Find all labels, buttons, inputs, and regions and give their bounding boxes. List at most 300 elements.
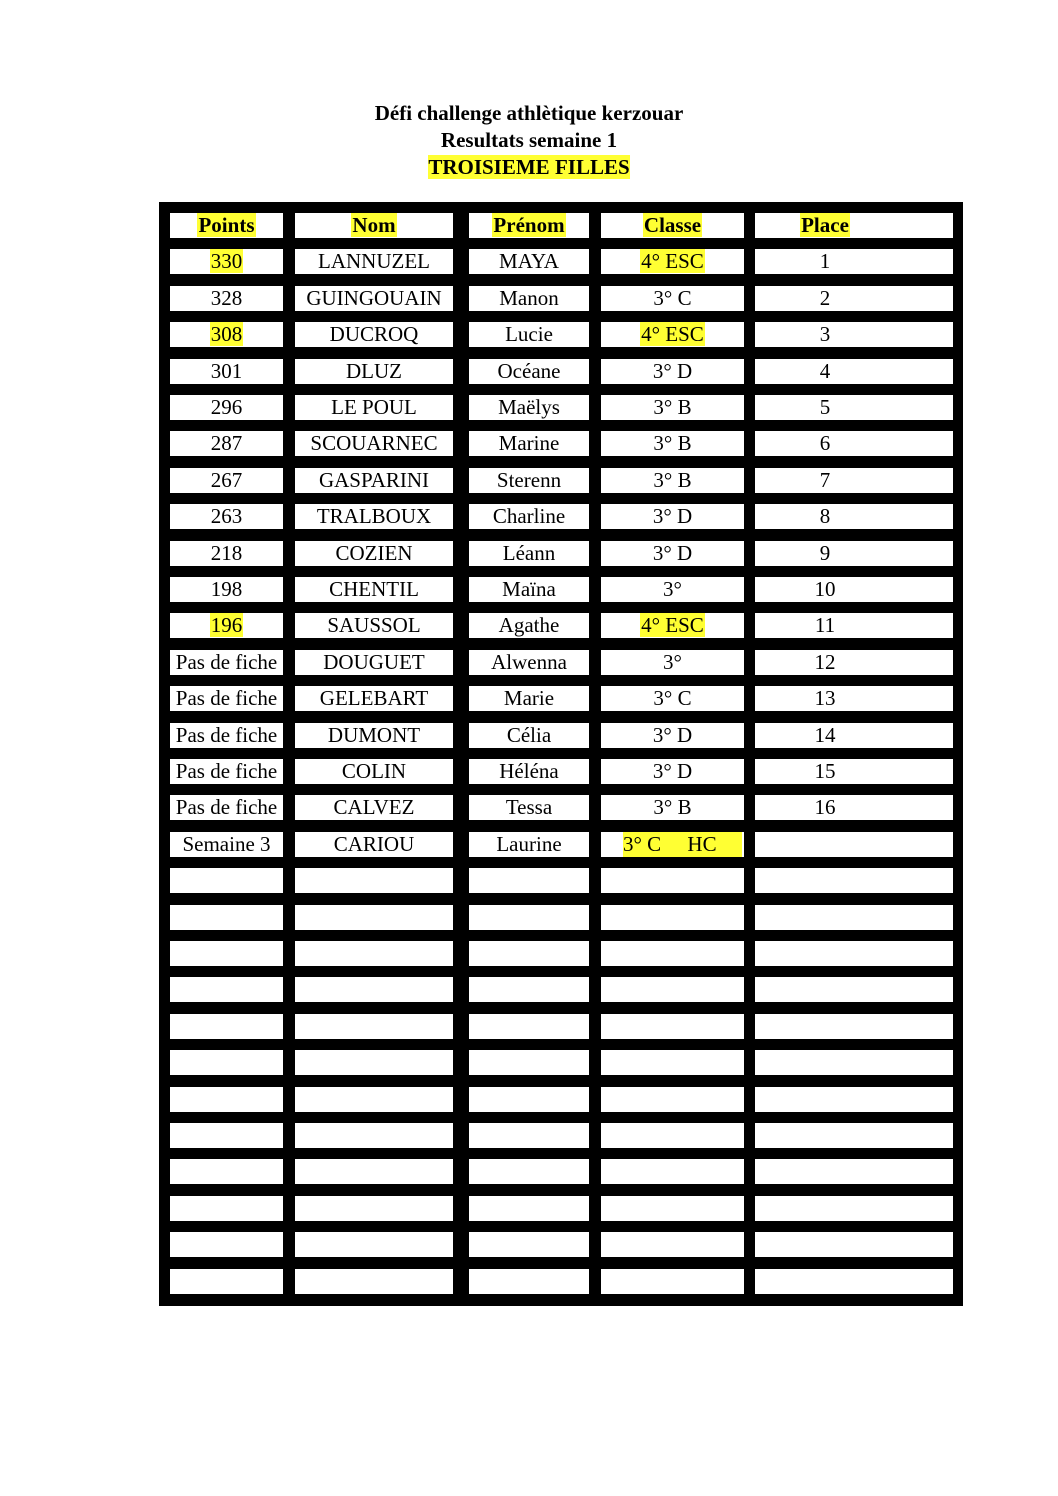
- cell-text-place: 13: [814, 686, 836, 710]
- cell-text-points: [226, 1050, 228, 1074]
- cell-classe: [601, 1159, 744, 1184]
- cell-extra: [871, 613, 953, 638]
- cell-text-classe: [672, 1014, 674, 1038]
- cell-text-place: 3: [819, 322, 831, 346]
- cell-text-classe: 3° B: [653, 431, 692, 455]
- cell-classe: [601, 504, 744, 529]
- cell-text-extra: [911, 322, 913, 346]
- cell-text-points: 330: [210, 249, 243, 273]
- cell-text-prenom: Marine: [498, 431, 560, 455]
- cell-text-prenom: [528, 905, 530, 929]
- cell-prenom: [469, 541, 589, 566]
- cell-extra: [871, 868, 953, 893]
- cell-text-place: [824, 1159, 826, 1183]
- cell-prenom: [469, 868, 589, 893]
- cell-classe: [601, 905, 744, 930]
- cell-extra: [871, 1232, 953, 1257]
- cell-text-extra: [911, 941, 913, 965]
- cell-prenom: [469, 795, 589, 820]
- cell-text-place: [824, 1087, 826, 1111]
- cell-nom: [295, 1123, 453, 1148]
- cell-extra: [871, 759, 953, 784]
- cell-text-place: 6: [819, 431, 831, 455]
- cell-text-points: 308: [210, 322, 243, 346]
- cell-points: [170, 941, 283, 966]
- cell-nom: [295, 468, 453, 493]
- cell-text-extra: [911, 1014, 913, 1038]
- cell-text-place: 7: [819, 468, 831, 492]
- cell-text-extra: [911, 1123, 913, 1147]
- cell-text-prenom: [528, 1232, 530, 1256]
- cell-extra: [871, 395, 953, 420]
- cell-prenom: [469, 286, 589, 311]
- cell-points: [170, 905, 283, 930]
- cell-prenom: [469, 613, 589, 638]
- cell-text-prenom: Manon: [499, 286, 559, 310]
- cell-text-nom: DUMONT: [327, 723, 421, 747]
- cell-nom: [295, 431, 453, 456]
- cell-nom: [295, 868, 453, 893]
- cell-text-place: 1: [819, 249, 831, 273]
- cell-text-place: 2: [819, 286, 831, 310]
- cell-text-points: 263: [210, 504, 243, 528]
- cell-extra: [871, 359, 953, 384]
- cell-text-nom: LANNUZEL: [318, 249, 430, 273]
- cell-classe: [601, 1087, 744, 1112]
- cell-text-place: 8: [819, 504, 831, 528]
- cell-extra: [871, 1087, 953, 1112]
- cell-text-place: 11: [814, 613, 836, 637]
- cell-prenom: [469, 322, 589, 347]
- cell-extra: [871, 686, 953, 711]
- cell-text-classe: 3° D: [652, 723, 693, 747]
- cell-points: [170, 1232, 283, 1257]
- cell-text-nom: [373, 905, 375, 929]
- cell-text-points: [226, 1087, 228, 1111]
- cell-nom: [295, 322, 453, 347]
- cell-text-points: [226, 1123, 228, 1147]
- cell-text-nom: CHENTIL: [329, 577, 419, 601]
- cell-classe: [601, 977, 744, 1002]
- cell-text-points: Pas de fiche: [175, 759, 278, 783]
- cell-text-prenom: [528, 1269, 530, 1293]
- cell-text-extra: [911, 613, 913, 637]
- cell-text-place: 5: [819, 395, 831, 419]
- cell-prenom: [469, 905, 589, 930]
- cell-text-prenom: Maëlys: [498, 395, 560, 419]
- cell-text-points: 196: [210, 613, 243, 637]
- cell-text-extra: [911, 686, 913, 710]
- document-header: [0, 100, 1058, 181]
- cell-text-nom: [373, 1050, 375, 1074]
- cell-classe: [601, 577, 744, 602]
- cell-extra: [871, 1269, 953, 1294]
- cell-extra: [871, 832, 953, 857]
- cell-nom: [295, 723, 453, 748]
- cell-text-extra: [911, 286, 913, 310]
- cell-text-classe: [672, 1123, 674, 1147]
- cell-nom: [295, 759, 453, 784]
- cell-prenom: [469, 504, 589, 529]
- cell-points: [170, 1159, 283, 1184]
- cell-text-place: 16: [814, 795, 836, 819]
- cell-text-nom: LE POUL: [331, 395, 417, 419]
- cell-text-classe: 3° B: [653, 795, 692, 819]
- cell-extra: [871, 1050, 953, 1075]
- cell-classe: [601, 613, 744, 638]
- cell-prenom: [469, 723, 589, 748]
- cell-classe: [601, 650, 744, 675]
- cell-nom: [295, 941, 453, 966]
- cell-text-classe: [672, 977, 674, 1001]
- cell-text-classe: 4° ESC: [641, 322, 704, 346]
- cell-text-prenom: Léann: [502, 541, 556, 565]
- cell-text-prenom: Charline: [492, 504, 566, 528]
- cell-text-classe: 3° D: [652, 759, 693, 783]
- category-line: [0, 154, 1058, 181]
- cell-text-points: Pas de fiche: [175, 723, 278, 747]
- cell-text-extra: [911, 868, 913, 892]
- cell-text-nom: SAUSSOL: [327, 613, 421, 637]
- cell-text-points: [226, 905, 228, 929]
- cell-prenom: [469, 977, 589, 1002]
- cell-text-classe: 3°: [663, 577, 682, 601]
- cell-text-classe: 3°: [663, 650, 682, 674]
- cell-text-nom: SCOUARNEC: [310, 431, 438, 455]
- cell-text-points: [226, 1159, 228, 1183]
- cell-nom: [295, 795, 453, 820]
- cell-prenom: [469, 759, 589, 784]
- cell-nom: [295, 686, 453, 711]
- cell-text-nom: [373, 1232, 375, 1256]
- cell-text-classe: 3° D: [652, 504, 693, 528]
- cell-text-prenom: Marie: [503, 686, 555, 710]
- cell-points: [170, 468, 283, 493]
- cell-text-nom: [373, 1159, 375, 1183]
- cell-classe: [601, 1014, 744, 1039]
- cell-text-points: [226, 977, 228, 1001]
- cell-classe: [601, 359, 744, 384]
- header-cell-points: [170, 213, 283, 238]
- header-text-place: Place: [801, 213, 849, 237]
- cell-text-classe: [672, 868, 674, 892]
- cell-text-prenom: Tessa: [505, 795, 553, 819]
- cell-text-place: [824, 868, 826, 892]
- cell-text-prenom: Célia: [506, 723, 552, 747]
- cell-classe: [601, 832, 744, 857]
- cell-points: [170, 286, 283, 311]
- cell-text-nom: [373, 1014, 375, 1038]
- cell-nom: [295, 1269, 453, 1294]
- cell-text-place: 15: [814, 759, 836, 783]
- cell-extra: [871, 1159, 953, 1184]
- cell-nom: [295, 832, 453, 857]
- header-cell-nom: [295, 213, 453, 238]
- cell-text-classe: [672, 1159, 674, 1183]
- cell-text-prenom: MAYA: [499, 249, 559, 273]
- cell-text-classe: 3° B: [653, 468, 692, 492]
- cell-text-place: [824, 1196, 826, 1220]
- cell-extra: [871, 286, 953, 311]
- cell-points: [170, 322, 283, 347]
- cell-text-place: [824, 905, 826, 929]
- cell-extra: [871, 905, 953, 930]
- cell-extra: [871, 977, 953, 1002]
- cell-text-extra: [911, 759, 913, 783]
- cell-text-classe: 3° C: [653, 286, 692, 310]
- cell-text-place: [824, 941, 826, 965]
- cell-text-prenom: Lucie: [505, 322, 553, 346]
- cell-text-nom: GELEBART: [319, 686, 429, 710]
- cell-text-place: [824, 977, 826, 1001]
- cell-points: [170, 650, 283, 675]
- cell-text-prenom: Agathe: [498, 613, 560, 637]
- cell-prenom: [469, 577, 589, 602]
- cell-text-place: [824, 1269, 826, 1293]
- cell-text-extra: [911, 395, 913, 419]
- cell-text-points: [226, 1014, 228, 1038]
- cell-nom: [295, 1232, 453, 1257]
- cell-text-extra: [911, 249, 913, 273]
- cell-text-nom: TRALBOUX: [316, 504, 432, 528]
- cell-prenom: [469, 1087, 589, 1112]
- cell-extra: [871, 650, 953, 675]
- cell-text-place: 4: [819, 359, 831, 383]
- cell-text-extra: [911, 795, 913, 819]
- cell-text-extra: [911, 650, 913, 674]
- cell-prenom: [469, 359, 589, 384]
- cell-text-nom: [373, 1269, 375, 1293]
- cell-nom: [295, 359, 453, 384]
- cell-extra: [871, 1014, 953, 1039]
- cell-text-extra: [911, 832, 913, 856]
- cell-classe: [601, 795, 744, 820]
- cell-classe: [601, 1232, 744, 1257]
- cell-extra: [871, 1123, 953, 1148]
- cell-text-prenom: [528, 977, 530, 1001]
- cell-text-points: 328: [210, 286, 243, 310]
- cell-text-nom: [373, 1196, 375, 1220]
- cell-text-place: 14: [814, 723, 836, 747]
- cell-text-extra: [911, 905, 913, 929]
- cell-text-prenom: Héléna: [499, 759, 559, 783]
- header-text-prenom: Prénom: [493, 213, 565, 237]
- cell-text-nom: DLUZ: [346, 359, 402, 383]
- cell-extra: [871, 468, 953, 493]
- cell-classe: [601, 941, 744, 966]
- cell-nom: [295, 1087, 453, 1112]
- cell-text-classe: [672, 905, 674, 929]
- cell-points: [170, 613, 283, 638]
- cell-classe: [601, 686, 744, 711]
- cell-classe: [601, 431, 744, 456]
- cell-text-extra: [911, 359, 913, 383]
- cell-classe: [601, 759, 744, 784]
- cell-text-nom: [373, 1123, 375, 1147]
- cell-points: [170, 1196, 283, 1221]
- cell-text-extra: [911, 577, 913, 601]
- cell-text-points: [226, 941, 228, 965]
- cell-classe: [601, 1269, 744, 1294]
- header-cell-classe: [601, 213, 744, 238]
- cell-nom: [295, 650, 453, 675]
- cell-text-extra: [911, 1087, 913, 1111]
- cell-nom: [295, 977, 453, 1002]
- cell-classe: [601, 1050, 744, 1075]
- cell-text-classe: [672, 1196, 674, 1220]
- cell-prenom: [469, 832, 589, 857]
- cell-nom: [295, 1014, 453, 1039]
- header-cell-extra: [871, 213, 953, 238]
- cell-points: [170, 1050, 283, 1075]
- cell-text-place: [824, 1123, 826, 1147]
- cell-text-prenom: Alwenna: [491, 650, 567, 674]
- cell-text-points: [226, 1196, 228, 1220]
- cell-text-extra: [911, 504, 913, 528]
- cell-points: [170, 577, 283, 602]
- cell-text-extra: [911, 977, 913, 1001]
- category-label: TROISIEME FILLES: [428, 155, 630, 179]
- cell-classe: [601, 322, 744, 347]
- cell-text-prenom: Océane: [497, 359, 561, 383]
- cell-prenom: [469, 1269, 589, 1294]
- cell-text-prenom: Sterenn: [496, 468, 562, 492]
- cell-classe: [601, 868, 744, 893]
- document-subtitle: Resultats semaine 1: [440, 128, 618, 152]
- cell-text-classe: 3° C: [653, 686, 692, 710]
- cell-points: [170, 1087, 283, 1112]
- header-cell-prenom: [469, 213, 589, 238]
- cell-text-extra: [911, 723, 913, 747]
- header-text-points: Points: [198, 213, 255, 237]
- cell-prenom: [469, 468, 589, 493]
- results-table: [159, 202, 963, 1306]
- cell-text-points: Pas de fiche: [175, 795, 278, 819]
- cell-text-place: 9: [819, 541, 831, 565]
- cell-text-classe: [672, 1050, 674, 1074]
- cell-nom: [295, 577, 453, 602]
- cell-text-extra: [911, 1269, 913, 1293]
- header-text-classe: Classe: [643, 213, 702, 237]
- cell-text-nom: [373, 977, 375, 1001]
- cell-text-prenom: Laurine: [496, 832, 562, 856]
- cell-prenom: [469, 395, 589, 420]
- cell-text-place: [824, 1050, 826, 1074]
- cell-text-prenom: [528, 1159, 530, 1183]
- cell-prenom: [469, 431, 589, 456]
- cell-text-classe: 4° ESC: [641, 613, 704, 637]
- cell-text-nom: GASPARINI: [318, 468, 430, 492]
- cell-extra: [871, 249, 953, 274]
- cell-text-points: [226, 1269, 228, 1293]
- cell-text-prenom: [528, 1014, 530, 1038]
- cell-prenom: [469, 941, 589, 966]
- cell-text-classe: [672, 941, 674, 965]
- cell-prenom: [469, 1123, 589, 1148]
- cell-text-prenom: [528, 1050, 530, 1074]
- cell-points: [170, 686, 283, 711]
- cell-text-classe: 3° C HC: [623, 832, 742, 857]
- cell-text-classe: [672, 1087, 674, 1111]
- cell-prenom: [469, 249, 589, 274]
- cell-points: [170, 832, 283, 857]
- cell-classe: [601, 1196, 744, 1221]
- cell-text-classe: 4° ESC: [641, 249, 704, 273]
- cell-points: [170, 1014, 283, 1039]
- cell-nom: [295, 541, 453, 566]
- cell-text-extra: [911, 468, 913, 492]
- cell-classe: [601, 286, 744, 311]
- cell-classe: [601, 541, 744, 566]
- cell-points: [170, 977, 283, 1002]
- cell-nom: [295, 1196, 453, 1221]
- cell-nom: [295, 286, 453, 311]
- cell-text-nom: COZIEN: [335, 541, 413, 565]
- cell-text-nom: [373, 941, 375, 965]
- cell-points: [170, 795, 283, 820]
- cell-points: [170, 395, 283, 420]
- cell-text-points: 287: [210, 431, 243, 455]
- cell-extra: [871, 577, 953, 602]
- cell-text-points: 198: [210, 577, 243, 601]
- cell-text-classe: 3° B: [653, 395, 692, 419]
- cell-text-points: 267: [210, 468, 243, 492]
- cell-text-prenom: [528, 1196, 530, 1220]
- cell-extra: [871, 941, 953, 966]
- cell-text-nom: COLIN: [341, 759, 407, 783]
- cell-text-classe: 3° D: [652, 359, 693, 383]
- cell-text-extra: [911, 1159, 913, 1183]
- cell-text-nom: GUINGOUAIN: [306, 286, 442, 310]
- cell-text-classe: 3° D: [652, 541, 693, 565]
- cell-classe: [601, 468, 744, 493]
- cell-text-extra: [911, 1050, 913, 1074]
- cell-classe: [601, 395, 744, 420]
- cell-points: [170, 541, 283, 566]
- cell-points: [170, 504, 283, 529]
- document-title: Défi challenge athlètique kerzouar: [374, 101, 684, 125]
- cell-extra: [871, 1196, 953, 1221]
- cell-text-nom: [373, 1087, 375, 1111]
- cell-nom: [295, 613, 453, 638]
- cell-points: [170, 249, 283, 274]
- cell-text-extra: [911, 1196, 913, 1220]
- cell-points: [170, 359, 283, 384]
- cell-text-nom: DOUGUET: [323, 650, 425, 674]
- cell-points: [170, 1269, 283, 1294]
- cell-extra: [871, 322, 953, 347]
- cell-text-points: 218: [210, 541, 243, 565]
- cell-prenom: [469, 1014, 589, 1039]
- cell-extra: [871, 504, 953, 529]
- cell-text-points: [226, 1232, 228, 1256]
- cell-nom: [295, 504, 453, 529]
- cell-nom: [295, 905, 453, 930]
- cell-text-prenom: Maïna: [502, 577, 556, 601]
- cell-text-place: 12: [814, 650, 836, 674]
- cell-text-points: [226, 868, 228, 892]
- cell-prenom: [469, 1196, 589, 1221]
- cell-text-extra: [911, 1232, 913, 1256]
- header-text-extra: [911, 213, 913, 237]
- cell-nom: [295, 1050, 453, 1075]
- cell-nom: [295, 395, 453, 420]
- cell-points: [170, 723, 283, 748]
- cell-text-points: Pas de fiche: [175, 650, 278, 674]
- cell-points: [170, 868, 283, 893]
- cell-classe: [601, 723, 744, 748]
- cell-extra: [871, 723, 953, 748]
